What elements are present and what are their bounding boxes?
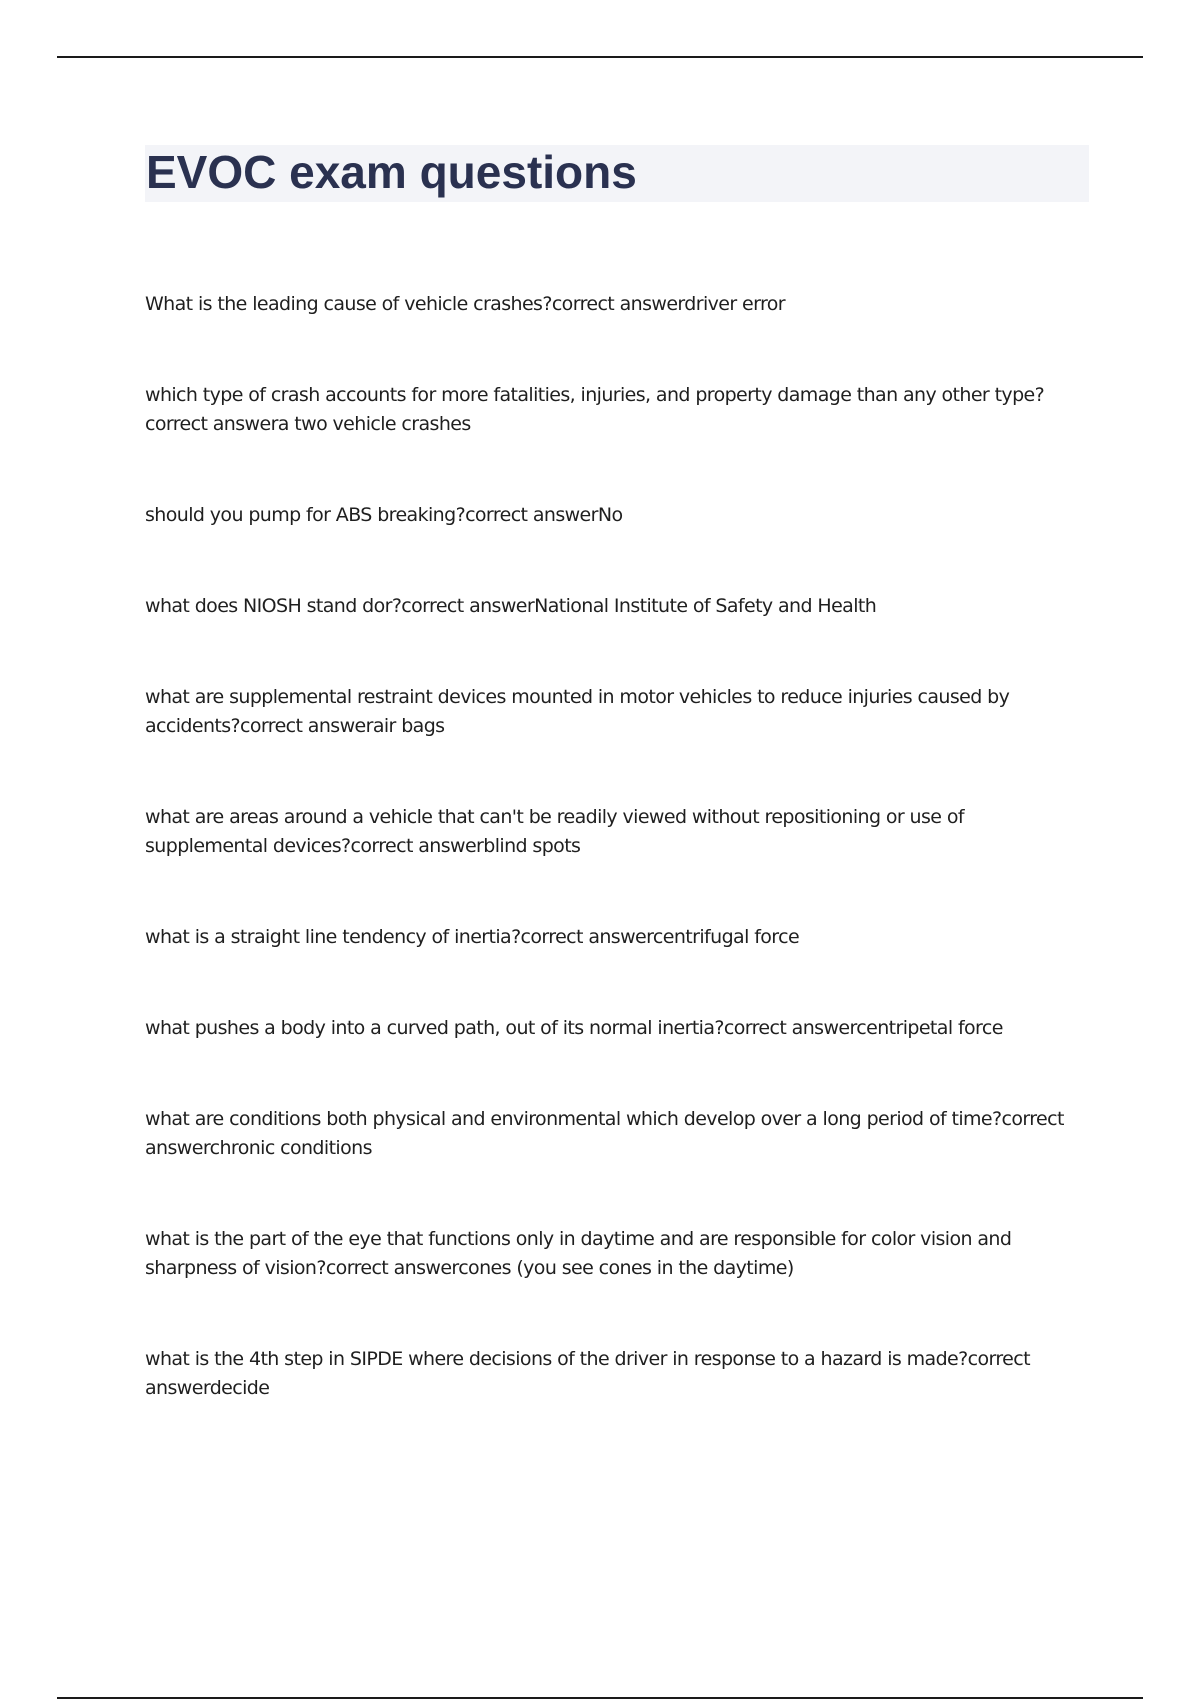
- question-item: What is the leading cause of vehicle crashes?correct answerdriver error: [145, 293, 786, 315]
- question-item: should you pump for ABS breaking?correct answerNo: [145, 504, 623, 526]
- question-item: what does NIOSH stand dor?correct answerNational Institute of Safety and Health: [145, 595, 877, 617]
- question-item: what is the 4th step in SIPDE where decisions of the driver in response to a hazard is made?correct answerdecide: [145, 1348, 1030, 1399]
- question-item: what pushes a body into a curved path, out of its normal inertia?correct answercentripetal force: [145, 1017, 1003, 1039]
- question-item: what is a straight line tendency of inertia?correct answercentrifugal force: [145, 926, 800, 948]
- bottom-rule: [57, 1697, 1143, 1699]
- question-item: what are areas around a vehicle that can't be readily viewed without repositioning or use of supplemental devices?correct answerblind spots: [145, 806, 964, 857]
- question-item: what are supplemental restraint devices mounted in motor vehicles to reduce injuries caused by accidents?correct answerair bags: [145, 686, 1010, 737]
- question-item: what are conditions both physical and environmental which develop over a long period of time?correct answerchronic conditions: [145, 1108, 1064, 1159]
- document-title: EVOC exam questions: [146, 146, 637, 198]
- question-item: which type of crash accounts for more fatalities, injuries, and property damage than any other type?correct answera two vehicle crashes: [145, 384, 1045, 435]
- question-item: what is the part of the eye that functions only in daytime and are responsible for color vision and sharpness of vision?correct answercones (you see cones in the daytime): [145, 1228, 1012, 1279]
- top-rule: [57, 56, 1143, 58]
- question-list: [145, 290, 1090, 1465]
